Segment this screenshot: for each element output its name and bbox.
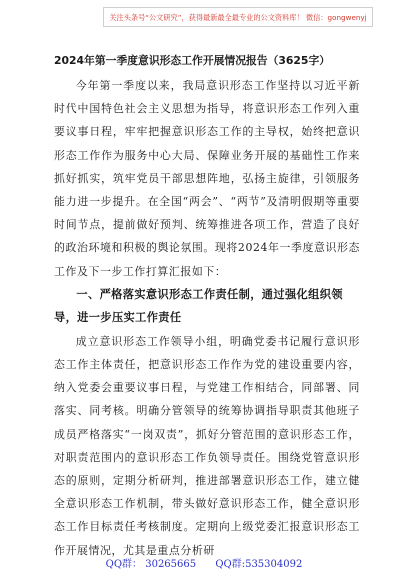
header-banner: 关注头条号“公文研究”，获得最新最全最专业的公文资料库！ 微信：gongwenyj (103, 7, 373, 27)
footer-contacts (0, 558, 408, 572)
section-heading: 一、严格落实意识形态工作责任制，通过强化组织领导，进一步压实工作责任 (54, 287, 343, 325)
document-body (54, 51, 360, 562)
qq-group-1: QQ群： 30265665 (105, 559, 197, 570)
document-title: 2024年第一季度意识形态工作开展情况报告（3625字） (54, 54, 331, 67)
qq-group-2: QQ群:535304092 (215, 559, 303, 570)
intro-paragraph: 今年第一季度以来，我局意识形态工作坚持以习近平新时代中国特色社会主义思想为指导，将意识形态工作列入重要议事日程，牢牢把握意识形态工作的主导权，始终把意识形态工作作为服务中心大局、保障业务开展的基础性工作来抓好抓实，筑牢党员干部思想阵地，弘扬主旋律，引领服务能力进一步提升。在全国“两会”、“两节”及清明假期等重要时间节点，提前做好预判、统筹推进各项工作，营造了良好的政治环境和积极的舆论氛围。现将2024年一季度意识形态工作及下一步工作打算汇报如下： (54, 79, 360, 278)
section-paragraph: 成立意识形态工作领导小组，明确党委书记履行意识形态工作主体责任，把意识形态工作作为党的建设重要内容，纳入党委会重要议事日程，与党建工作相结合，同部署、同落实、同考核。明确分管领导的统筹协调指导职责其他班子成员严格落实“一岗双责”，抓好分管范围的意识形态工作，对职责范围内的意识形态工作负领导责任。围绕党管意识形态的原则，定期分析研判，推进部署意识形态工作，建立健全意识形态工作机制，带头做好意识形态工作，健全意识形态工作目标责任考核制度。定期向上级党委汇报意识形态工作开展情况，尤其是重点分析研 (54, 334, 360, 557)
